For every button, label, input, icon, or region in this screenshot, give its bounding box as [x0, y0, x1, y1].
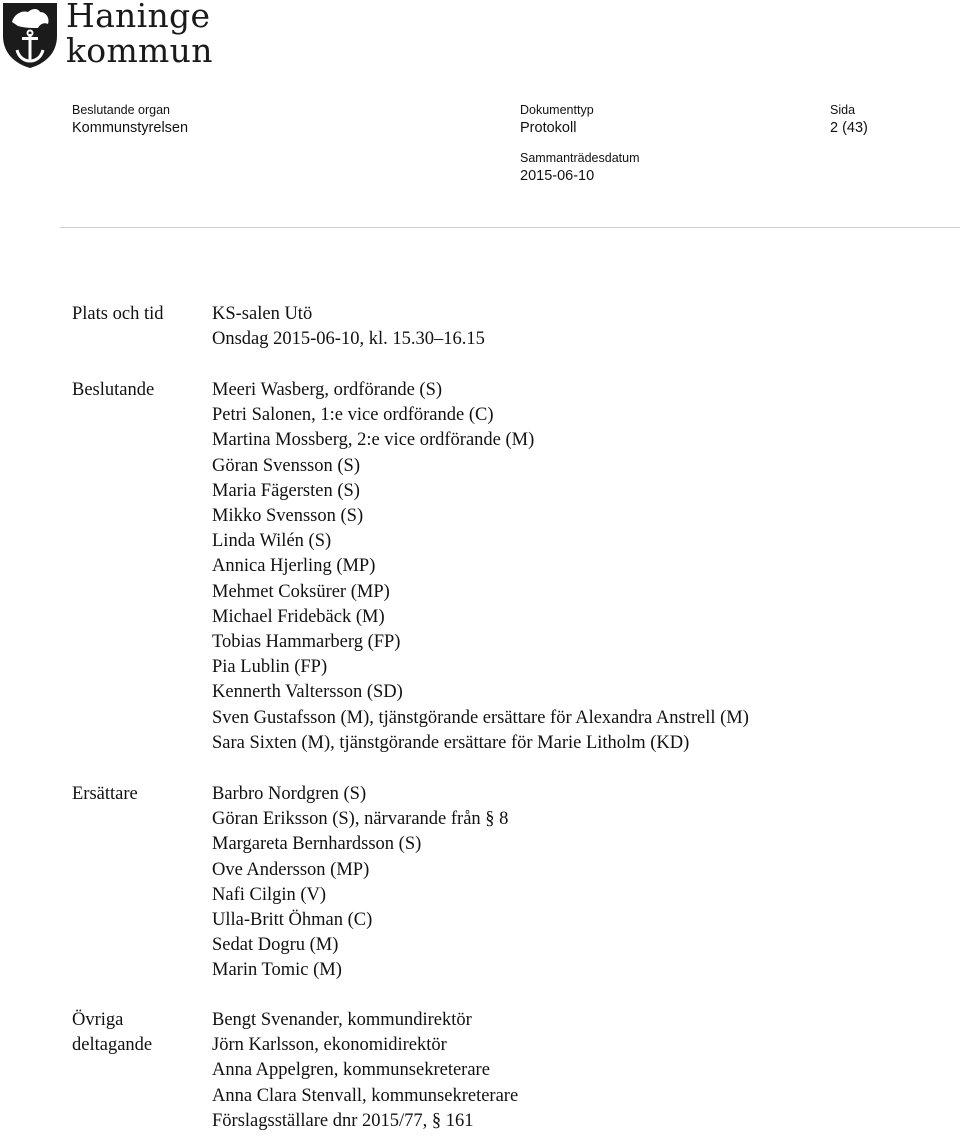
page-value: 2 (43): [830, 120, 868, 136]
list-item: Sedat Dogru (M): [212, 935, 339, 956]
page-block: [830, 101, 868, 137]
doctype-value: Protokoll: [520, 120, 577, 136]
others-label-line2: deltagande: [72, 1035, 153, 1056]
doctype-block: [520, 101, 640, 185]
list-item: Nafi Cilgin (V): [212, 884, 327, 905]
organ-block: [72, 101, 188, 137]
list-item: Sven Gustafsson (M), tjänstgörande ersättare för Alexandra Anstrell (M): [212, 707, 749, 728]
logo-text-line2: kommun: [66, 31, 213, 70]
list-item: Bengt Svenander, kommundirektör: [212, 1010, 472, 1030]
list-item: Sara Sixten (M), tjänstgörande ersättare för Marie Litholm (KD): [212, 732, 690, 753]
place-list: [212, 302, 485, 352]
list-item: Michael Fridebäck (M): [212, 606, 385, 627]
doctype-label: Dokumenttyp: [520, 103, 594, 117]
list-item: Pia Lublin (FP): [212, 657, 328, 678]
list-item: Barbro Nordgren (S): [212, 784, 367, 804]
list-item: Förslagsställare dnr 2015/77, § 161: [212, 1110, 474, 1131]
list-item: Ulla-Britt Öhman (C): [212, 910, 373, 931]
list-item: Petri Salonen, 1:e vice ordförande (C): [212, 405, 494, 426]
list-item: Göran Eriksson (S), närvarande från § 8: [212, 809, 509, 830]
list-item: Maria Fägersten (S): [212, 480, 360, 501]
decision-makers-list: [212, 378, 749, 756]
place-line: Onsdag 2015-06-10, kl. 15.30–16.15: [212, 329, 485, 350]
place-line: KS-salen Utö: [212, 304, 313, 324]
page-label: Sida: [830, 103, 856, 117]
list-item: Ove Andersson (MP): [212, 859, 370, 880]
date-value: 2015-06-10: [520, 168, 595, 184]
list-item: Anna Clara Stenvall, kommunsekreterare: [212, 1085, 519, 1106]
logo-text-line1: Haninge: [66, 0, 211, 35]
list-item: Anna Appelgren, kommunsekreterare: [212, 1060, 490, 1081]
others-list: [212, 1008, 518, 1134]
list-item: Martina Mossberg, 2:e vice ordförande (M): [212, 430, 535, 451]
date-label: Sammanträdesdatum: [520, 151, 640, 165]
decision-makers-label: Beslutande: [72, 380, 155, 400]
substitutes-list: [212, 782, 508, 984]
list-item: Annica Hjerling (MP): [212, 556, 376, 577]
list-item: Linda Wilén (S): [212, 531, 332, 552]
list-item: Jörn Karlsson, ekonomidirektör: [212, 1035, 447, 1056]
substitutes-label: Ersättare: [72, 784, 138, 804]
header-divider: [60, 227, 960, 228]
haninge-logo: [0, 0, 230, 72]
list-item: Mehmet Coksürer (MP): [212, 581, 390, 602]
list-item: Tobias Hammarberg (FP): [212, 632, 401, 653]
others-label-line1: Övriga: [72, 1010, 124, 1030]
others-label: [72, 1008, 152, 1058]
coat-of-arms-icon: [0, 0, 62, 70]
place-label: Plats och tid: [72, 304, 164, 324]
list-item: Mikko Svensson (S): [212, 506, 364, 527]
list-item: Kennerth Valtersson (SD): [212, 682, 403, 703]
list-item: Marin Tomic (M): [212, 960, 342, 981]
organ-value: Kommunstyrelsen: [72, 120, 189, 136]
list-item: Göran Svensson (S): [212, 455, 360, 476]
list-item: Meeri Wasberg, ordförande (S): [212, 380, 443, 400]
list-item: Margareta Bernhardsson (S): [212, 834, 422, 855]
organ-label: Beslutande organ: [72, 103, 170, 117]
